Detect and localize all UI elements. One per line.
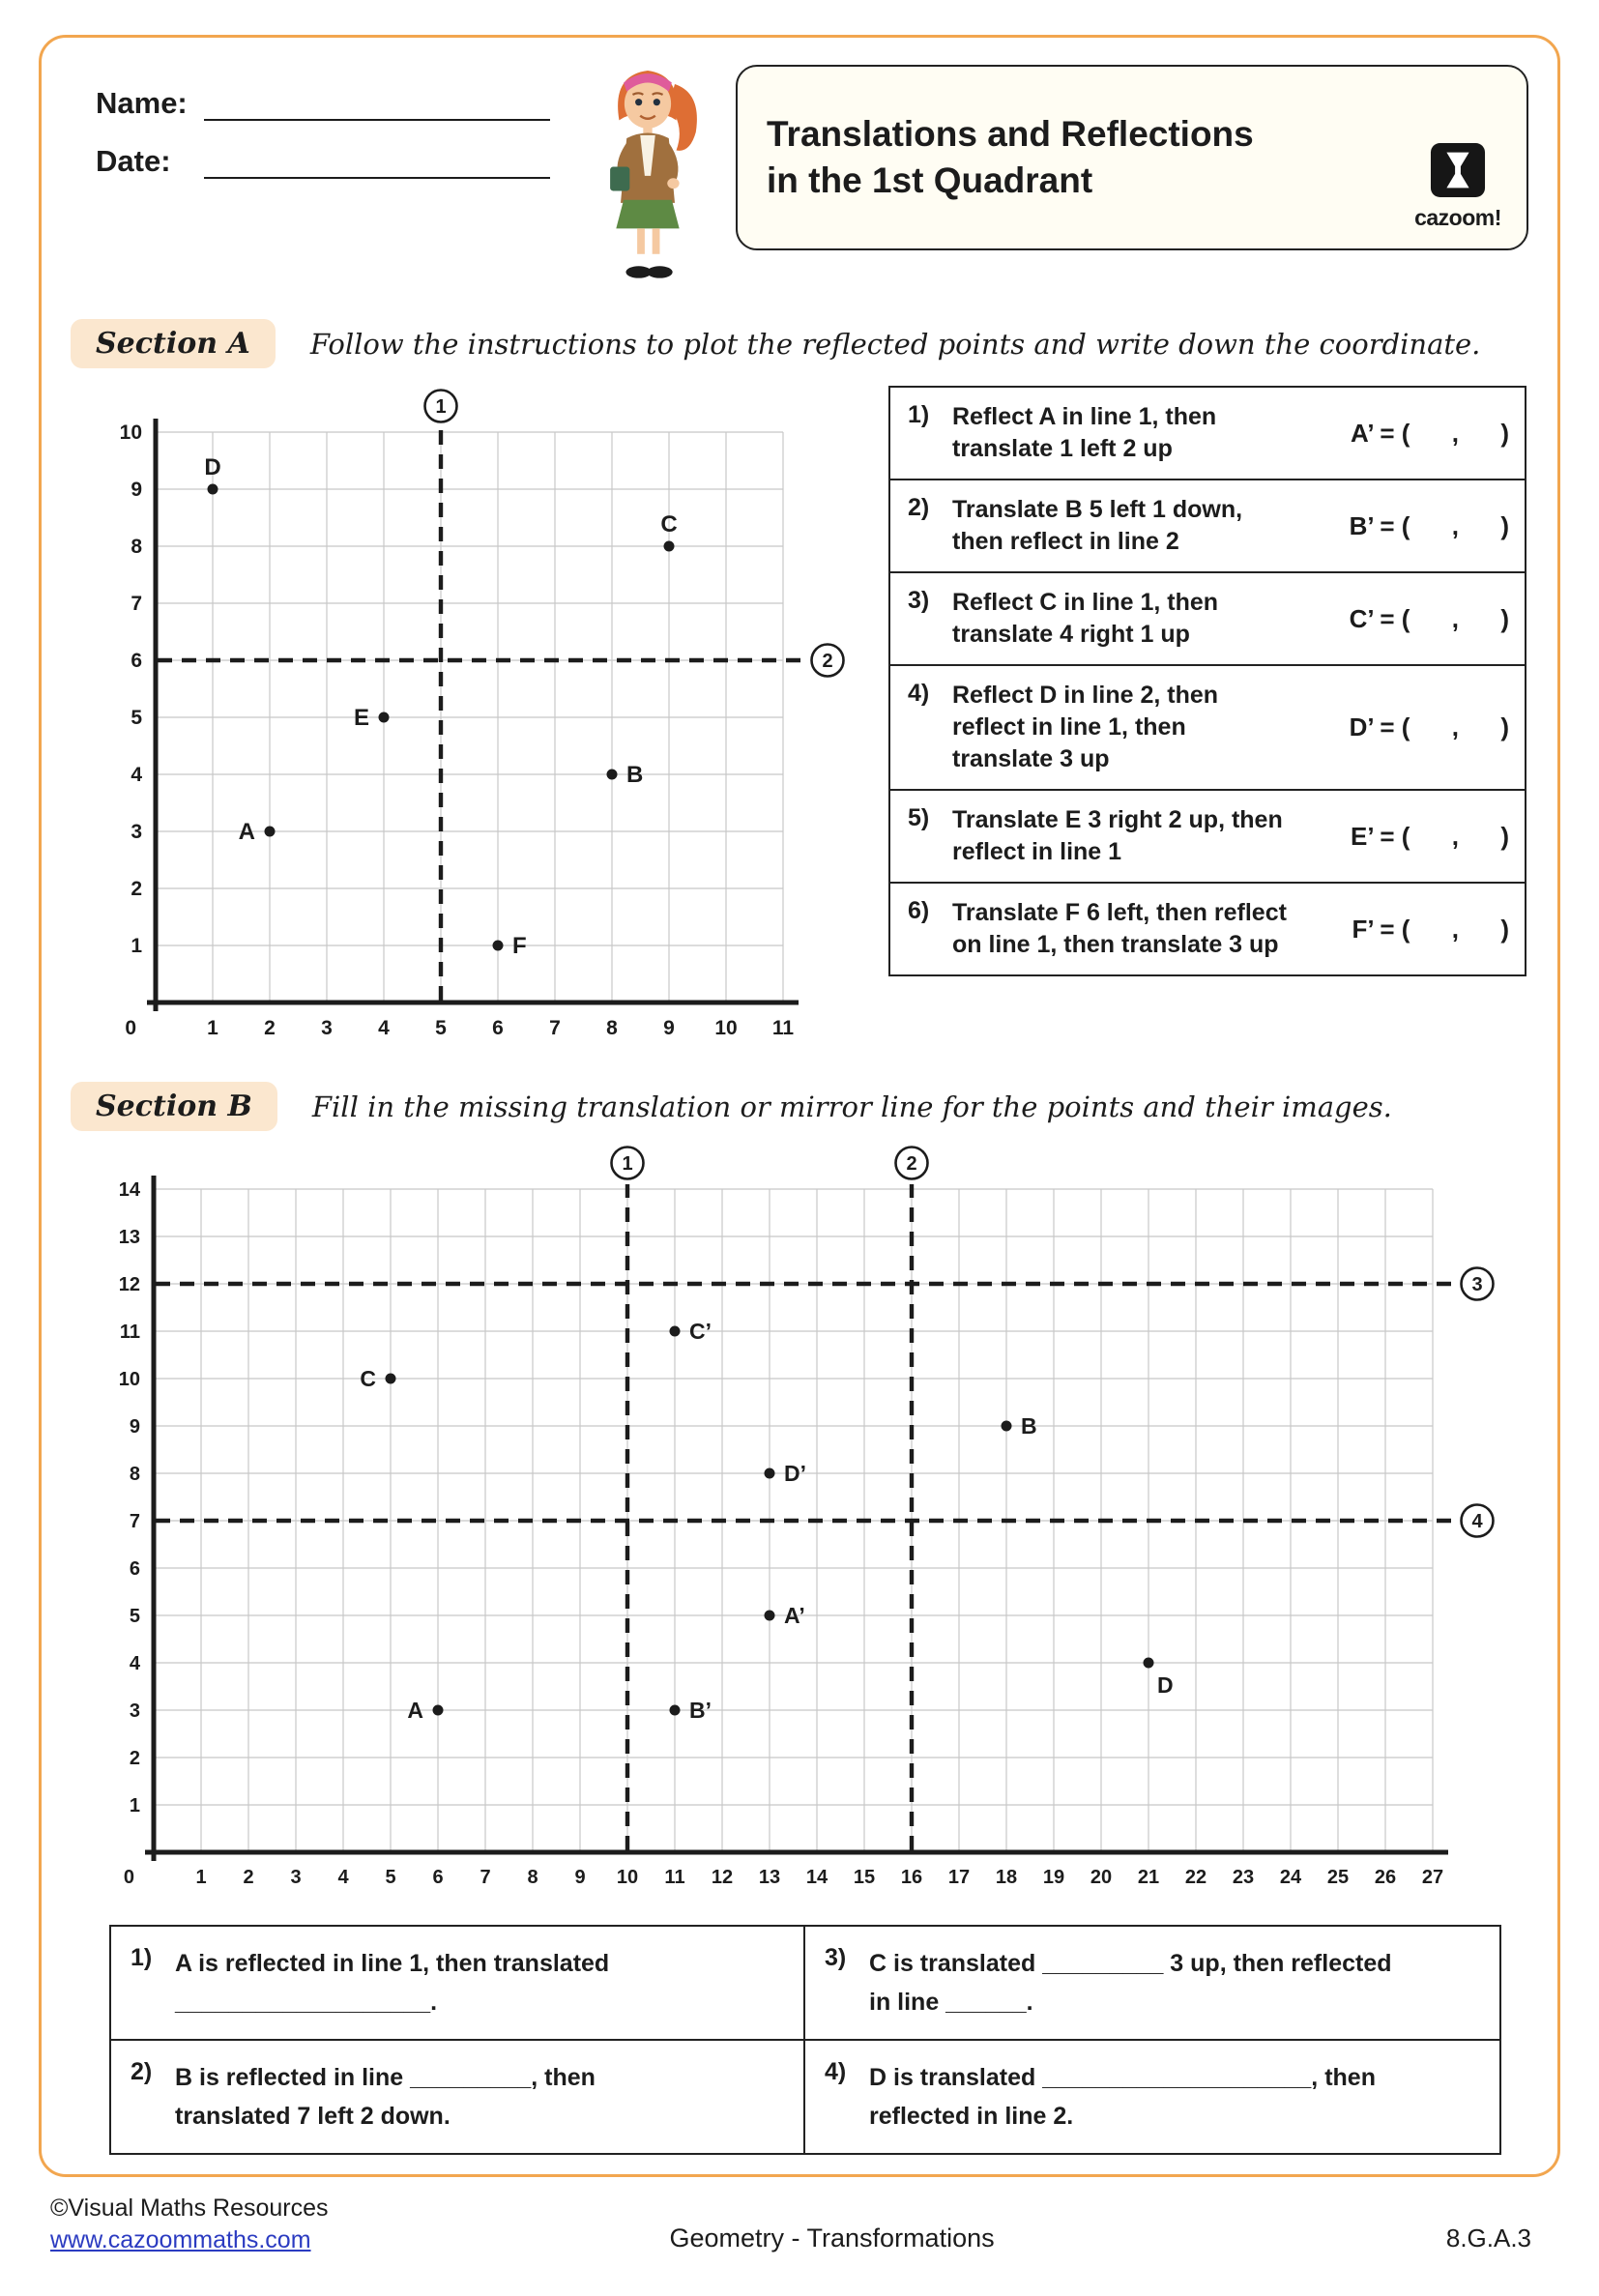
question-row-3 xyxy=(890,573,1525,666)
svg-text:D: D xyxy=(204,454,221,480)
svg-text:2: 2 xyxy=(822,651,833,672)
svg-text:12: 12 xyxy=(118,1274,140,1295)
svg-text:2: 2 xyxy=(129,1748,140,1769)
svg-text:9: 9 xyxy=(129,1416,140,1438)
question-row-1 xyxy=(890,388,1525,480)
svg-text:F: F xyxy=(512,933,527,959)
svg-text:10: 10 xyxy=(714,1017,738,1039)
question-row-2 xyxy=(890,480,1525,573)
svg-text:5: 5 xyxy=(129,1606,140,1627)
question-number: 1) xyxy=(908,401,930,428)
section-b-body xyxy=(71,1137,1528,1909)
name-label: Name: xyxy=(96,86,188,120)
answer-blank: D’ = ( , ) xyxy=(1349,712,1509,741)
title-line-2: in the 1st Quadrant xyxy=(767,160,1093,200)
svg-text:7: 7 xyxy=(549,1017,561,1039)
question-text: Translate F 6 left, then reflect on line 1, then translate 3 up xyxy=(952,899,1287,958)
header xyxy=(71,63,1528,292)
svg-text:24: 24 xyxy=(1279,1867,1302,1888)
question-blank: in line ______. xyxy=(869,1989,1033,2016)
svg-text:2: 2 xyxy=(264,1017,276,1039)
section-a-grid xyxy=(103,378,853,1055)
svg-text:16: 16 xyxy=(900,1867,923,1888)
svg-text:A: A xyxy=(407,1698,423,1723)
svg-text:18: 18 xyxy=(995,1867,1018,1888)
svg-text:B’: B’ xyxy=(689,1698,712,1723)
section-b-question-3 xyxy=(805,1927,1499,2041)
cazoom-logo-icon xyxy=(1430,142,1486,198)
svg-text:9: 9 xyxy=(574,1867,586,1888)
svg-text:13: 13 xyxy=(758,1867,781,1888)
svg-text:11: 11 xyxy=(771,1017,795,1039)
svg-text:14: 14 xyxy=(118,1179,140,1201)
footer-standard-code: 8.G.A.3 xyxy=(1445,2223,1532,2252)
question-number: 2) xyxy=(908,494,930,521)
cazoom-logo-text: cazoom! xyxy=(1414,205,1501,230)
question-number: 5) xyxy=(908,804,930,831)
svg-text:8: 8 xyxy=(131,536,142,558)
svg-text:2: 2 xyxy=(243,1867,254,1888)
svg-text:C’: C’ xyxy=(689,1319,712,1344)
date-label: Date: xyxy=(96,144,171,178)
girl-illustration-svg xyxy=(569,57,726,287)
svg-text:1: 1 xyxy=(195,1867,207,1888)
question-number: 2) xyxy=(131,2058,153,2085)
svg-text:10: 10 xyxy=(119,421,142,444)
question-text: B is reflected in line _________, then xyxy=(175,2064,596,2091)
svg-text:6: 6 xyxy=(432,1867,444,1888)
svg-text:1: 1 xyxy=(207,1017,218,1039)
svg-text:13: 13 xyxy=(118,1227,140,1248)
svg-text:C: C xyxy=(660,511,678,538)
svg-text:8: 8 xyxy=(606,1017,618,1039)
svg-text:27: 27 xyxy=(1421,1867,1444,1888)
svg-text:0: 0 xyxy=(125,1017,136,1039)
svg-text:0: 0 xyxy=(123,1867,134,1888)
question-number: 6) xyxy=(908,897,930,924)
svg-text:9: 9 xyxy=(131,479,142,501)
girl-illustration xyxy=(569,57,726,292)
section-b-question-1 xyxy=(111,1927,805,2041)
question-number: 1) xyxy=(131,1944,153,1971)
question-text: A is reflected in line 1, then translated xyxy=(175,1950,610,1977)
svg-text:10: 10 xyxy=(616,1867,639,1888)
question-number: 3) xyxy=(825,1944,847,1971)
section-b-label: Section B xyxy=(71,1082,277,1131)
svg-text:D: D xyxy=(1157,1672,1174,1698)
question-row-5 xyxy=(890,791,1525,884)
svg-text:1: 1 xyxy=(435,396,447,418)
question-text-block xyxy=(869,2058,1376,2136)
svg-text:21: 21 xyxy=(1137,1867,1160,1888)
copyright-text: ©Visual Maths Resources xyxy=(50,2194,329,2222)
section-b-question-4 xyxy=(805,2041,1499,2153)
svg-text:1: 1 xyxy=(129,1795,140,1816)
svg-text:6: 6 xyxy=(129,1558,140,1580)
svg-text:3: 3 xyxy=(321,1017,333,1039)
svg-text:C: C xyxy=(360,1366,376,1391)
section-a-header xyxy=(71,319,1528,368)
svg-text:6: 6 xyxy=(492,1017,504,1039)
date-row xyxy=(96,144,566,179)
answer-blank: F’ = ( , ) xyxy=(1352,914,1509,944)
worksheet-title xyxy=(767,111,1410,204)
svg-text:11: 11 xyxy=(119,1322,140,1343)
question-text-block xyxy=(175,1944,609,2021)
svg-text:23: 23 xyxy=(1232,1867,1255,1888)
question-text-block xyxy=(175,2058,596,2136)
section-a-questions-table xyxy=(888,386,1526,976)
question-text: C is translated _________ 3 up, then reflected xyxy=(869,1950,1392,1977)
svg-text:7: 7 xyxy=(129,1511,140,1532)
answer-blank: A’ = ( , ) xyxy=(1351,418,1509,448)
svg-text:E: E xyxy=(353,705,369,731)
svg-text:A: A xyxy=(238,819,255,845)
footer-topic: Geometry - Transformations xyxy=(669,2223,995,2252)
svg-text:10: 10 xyxy=(118,1369,140,1390)
date-write-line xyxy=(204,146,550,179)
svg-text:4: 4 xyxy=(129,1653,140,1674)
svg-text:4: 4 xyxy=(378,1017,390,1039)
svg-text:D’: D’ xyxy=(784,1461,806,1486)
svg-text:8: 8 xyxy=(129,1464,140,1485)
question-text: Reflect D in line 2, then reflect in line 1, then translate 3 up xyxy=(952,682,1219,772)
svg-text:4: 4 xyxy=(1471,1511,1483,1532)
svg-text:25: 25 xyxy=(1326,1867,1350,1888)
section-a-body xyxy=(71,378,1528,1055)
answer-blank: C’ = ( , ) xyxy=(1349,603,1509,633)
svg-text:4: 4 xyxy=(131,764,142,786)
svg-text:8: 8 xyxy=(527,1867,538,1888)
svg-text:14: 14 xyxy=(805,1867,829,1888)
svg-text:3: 3 xyxy=(290,1867,302,1888)
answer-blank: E’ = ( , ) xyxy=(1351,821,1509,851)
question-text: Reflect A in line 1, then translate 1 left 2 up xyxy=(952,403,1217,462)
question-text: Reflect C in line 1, then translate 4 right 1 up xyxy=(952,589,1219,648)
question-number: 4) xyxy=(908,680,930,707)
svg-text:19: 19 xyxy=(1042,1867,1065,1888)
section-b-questions-box xyxy=(109,1925,1501,2155)
question-text: Translate B 5 left 1 down, then reflect in line 2 xyxy=(952,496,1243,555)
title-line-1: Translations and Reflections xyxy=(767,113,1254,154)
svg-text:12: 12 xyxy=(711,1867,734,1888)
name-write-line xyxy=(204,88,550,121)
title-box xyxy=(736,65,1528,250)
svg-text:5: 5 xyxy=(385,1867,396,1888)
svg-text:B: B xyxy=(626,762,644,788)
svg-text:22: 22 xyxy=(1184,1867,1207,1888)
svg-text:20: 20 xyxy=(1090,1867,1113,1888)
svg-text:2: 2 xyxy=(906,1153,917,1175)
section-a-label: Section A xyxy=(71,319,276,368)
question-number: 3) xyxy=(908,587,930,614)
name-date-block xyxy=(96,86,566,202)
section-b-question-2 xyxy=(111,2041,805,2153)
question-blank: translated 7 left 2 down. xyxy=(175,2103,451,2130)
answer-blank: B’ = ( , ) xyxy=(1349,510,1509,540)
question-text: D is translated ____________________, then xyxy=(869,2064,1376,2091)
svg-text:2: 2 xyxy=(131,878,142,900)
svg-text:A’: A’ xyxy=(784,1603,805,1628)
question-number: 4) xyxy=(825,2058,847,2085)
svg-text:1: 1 xyxy=(131,935,142,957)
question-row-6 xyxy=(890,884,1525,974)
svg-text:7: 7 xyxy=(480,1867,491,1888)
question-text-block xyxy=(869,1944,1392,2021)
svg-text:7: 7 xyxy=(131,593,142,615)
name-row xyxy=(96,86,566,121)
svg-text:6: 6 xyxy=(131,650,142,672)
svg-text:17: 17 xyxy=(947,1867,971,1888)
question-blank: reflected in line 2. xyxy=(869,2103,1074,2130)
cazoom-logo xyxy=(1410,142,1505,231)
svg-text:5: 5 xyxy=(131,707,142,729)
svg-text:B: B xyxy=(1021,1413,1037,1439)
section-a-instruction: Follow the instructions to plot the reflected points and write down the coordinate. xyxy=(309,327,1481,361)
svg-text:26: 26 xyxy=(1374,1867,1397,1888)
question-row-4 xyxy=(890,666,1525,791)
section-b-grid xyxy=(103,1137,1506,1904)
svg-text:1: 1 xyxy=(622,1153,633,1175)
website-link[interactable]: www.cazoommaths.com xyxy=(50,2225,311,2253)
svg-text:5: 5 xyxy=(435,1017,447,1039)
svg-text:4: 4 xyxy=(337,1867,349,1888)
svg-text:9: 9 xyxy=(663,1017,675,1039)
svg-text:15: 15 xyxy=(853,1867,876,1888)
question-text: Translate E 3 right 2 up, then reflect in line 1 xyxy=(952,806,1283,865)
page-border xyxy=(39,35,1560,2177)
footer xyxy=(0,2177,1599,2255)
svg-text:3: 3 xyxy=(1471,1274,1483,1295)
section-b-header xyxy=(71,1082,1528,1131)
svg-text:11: 11 xyxy=(664,1867,685,1888)
footer-copyright-block xyxy=(50,2193,544,2255)
section-b-instruction: Fill in the missing translation or mirror line for the points and their images. xyxy=(311,1090,1392,1123)
svg-text:3: 3 xyxy=(129,1700,140,1722)
question-blank: ___________________. xyxy=(175,1989,438,2016)
svg-text:3: 3 xyxy=(131,821,142,843)
